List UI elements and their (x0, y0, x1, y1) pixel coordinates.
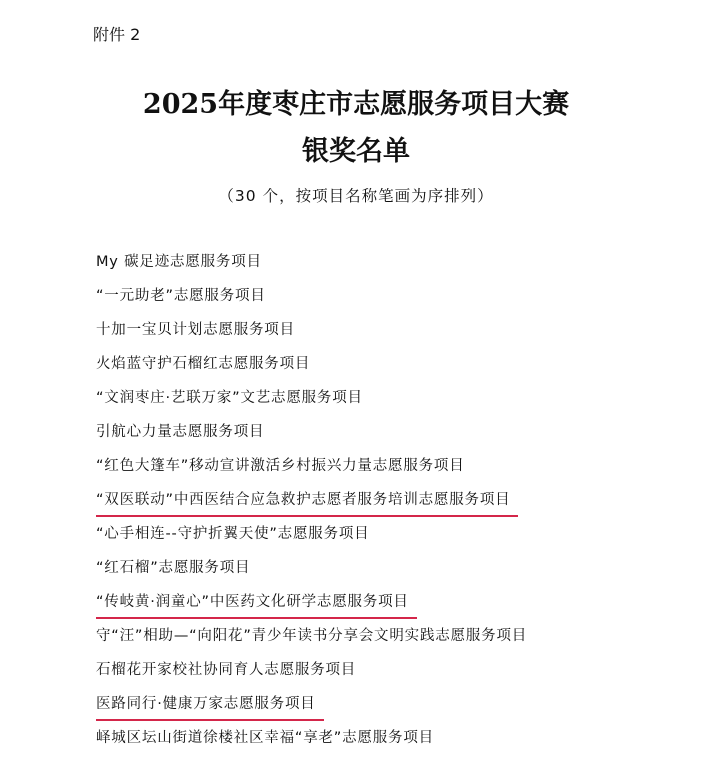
list-item: “红色大篷车”移动宣讲激活乡村振兴力量志愿服务项目 (96, 458, 465, 474)
list-item: “一元助老”志愿服务项目 (96, 288, 266, 304)
list-item: 峄城区坛山街道徐楼社区幸福“享老”志愿服务项目 (96, 730, 434, 746)
highlight-underline (96, 719, 324, 721)
list-item: 引航心力量志愿服务项目 (96, 424, 265, 440)
list-item: My 碳足迹志愿服务项目 (96, 254, 262, 270)
list-item: 石榴花开家校社协同育人志愿服务项目 (96, 662, 357, 678)
list-item-highlighted: “传岐黄·润童心”中医药文化研学志愿服务项目 (96, 594, 409, 610)
highlight-underline (96, 515, 518, 517)
attachment-label: 附件 2 (93, 25, 141, 44)
highlight-underline (96, 617, 417, 619)
list-item: 十加一宝贝计划志愿服务项目 (96, 322, 295, 338)
list-item: “红石榴”志愿服务项目 (96, 560, 251, 576)
list-item: “心手相连--守护折翼天使”志愿服务项目 (96, 526, 370, 542)
list-item: 守“汪”相助—“向阳花”青少年读书分享会文明实践志愿服务项目 (96, 628, 528, 644)
list-item: 火焰蓝守护石榴红志愿服务项目 (96, 356, 311, 372)
list-item: “文润枣庄·艺联万家”文艺志愿服务项目 (96, 390, 363, 406)
list-item-highlighted: “双医联动”中西医结合应急救护志愿者服务培训志愿服务项目 (96, 492, 511, 508)
subtitle: （30 个，按项目名称笔画为序排列） (218, 187, 494, 205)
page-title-line2: 银奖名单 (302, 136, 410, 167)
page-title: 2025年度枣庄市志愿服务项目大赛 (142, 89, 570, 120)
list-item-highlighted: 医路同行·健康万家志愿服务项目 (96, 696, 316, 712)
